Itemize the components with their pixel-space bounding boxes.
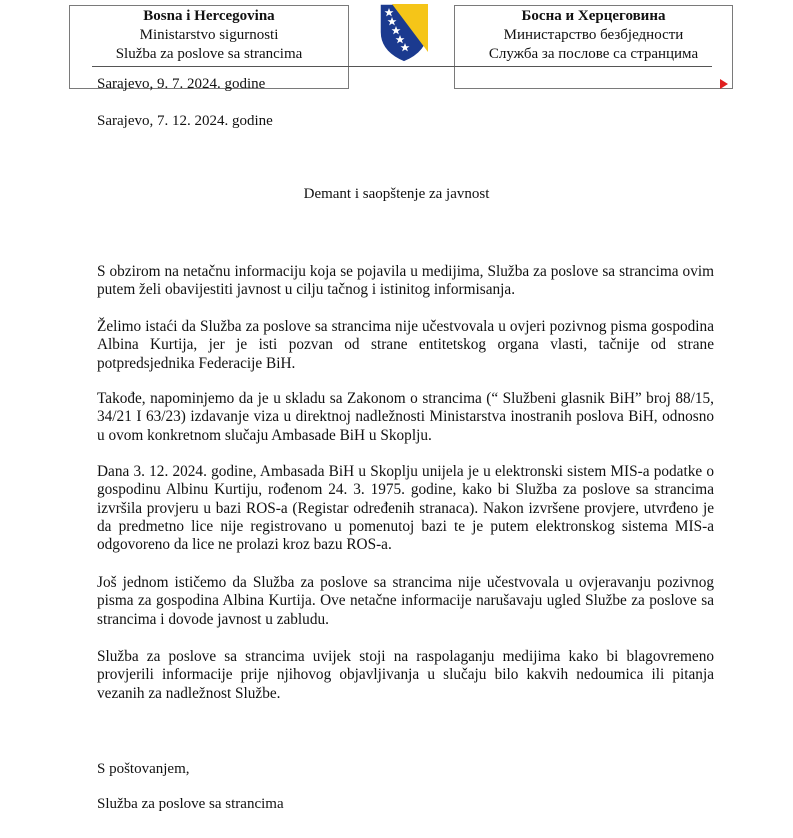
salutation: S poštovanjem,	[97, 761, 190, 777]
header-right-box	[454, 5, 733, 89]
header-divider	[92, 66, 712, 67]
paragraph-3: Takođe, napominjemo da je u skladu sa Zakonom o strancima (“ Službeni glasnik BiH” broj 88/15, 34/21 I 63/23) izdavanje viza u direktnoj nadležnosti Ministarstva inostranih poslova BiH, odnosno u ovom konkretnom slučaju Ambasade BiH u Skoplju.	[97, 390, 714, 444]
header-service-cyrillic: Служба за послове са странцима	[488, 46, 699, 62]
header-service-latin: Služba za poslove sa strancima	[115, 46, 303, 62]
paragraph-1: S obzirom na netačnu informaciju koja se pojavila u medijima, Služba za poslove sa strancima ovim putem želi obavijestiti javnost u cilju tačnog i istinitog informisanja.	[97, 263, 714, 299]
document-date: Sarajevo, 7. 12. 2024. godine	[97, 113, 273, 129]
header-country-cyrillic: Босна и Херцеговина	[521, 8, 666, 24]
paragraph-6: Služba za poslove sa strancima uvijek stoji na raspolaganju medijima kako bi blagovremeno provjerili informacije prije njihovog objavljivanja u slučaju bilo kakvih nedoumica ili pitanja vezanih za nadležnost Službe.	[97, 648, 714, 702]
header-ministry-cyrillic: Министарство безбједности	[503, 27, 684, 43]
paragraph-2: Želimo istaći da Služba za poslove sa strancima nije učestvovala u ovjeri pozivnog pisma gospodina Albina Kurtija, jer je isti pozvan od strane entitetskog organa vlasti, tačnije od strane potpredsjednika Federacije BiH.	[97, 318, 714, 372]
document-title: Demant i saopštenje za javnost	[303, 186, 490, 202]
paragraph-4: Dana 3. 12. 2024. godine, Ambasada BiH u Skoplju unijela je u elektronski sistem MIS-a podatke o gospodinu Albinu Kurtiju, rođenom 24. 3. 1975. godine, kako bi Služba za poslove sa strancima izvršila provjeru u bazi ROS-a (Registar određenih stranaca). Nakon izvršene provjere, utvrđeno je da predmetno lice nije registrovano u pomenutoj bazi te je putem elektronskog sistema MIS-a odgovoreno da lice ne prolazi kroz bazu ROS-a.	[97, 463, 714, 554]
signature: Služba za poslove sa strancima	[97, 796, 284, 812]
paragraph-5: Još jednom ističemo da Služba za poslove sa strancima nije učestvovala u ovjeravanju pozivnog pisma za gospodina Albina Kurtija. Ove netačne informacije narušavaju ugled Službe za poslove sa strancima i dovode javnost u zabludu.	[97, 574, 714, 628]
header-ministry-latin: Ministarstvo sigurnosti	[139, 27, 279, 43]
coat-of-arms-icon	[378, 2, 430, 64]
red-marker-icon	[720, 79, 728, 89]
header-country-latin: Bosna i Hercegovina	[143, 8, 275, 24]
header-date: Sarajevo, 9. 7. 2024. godine	[97, 76, 266, 92]
